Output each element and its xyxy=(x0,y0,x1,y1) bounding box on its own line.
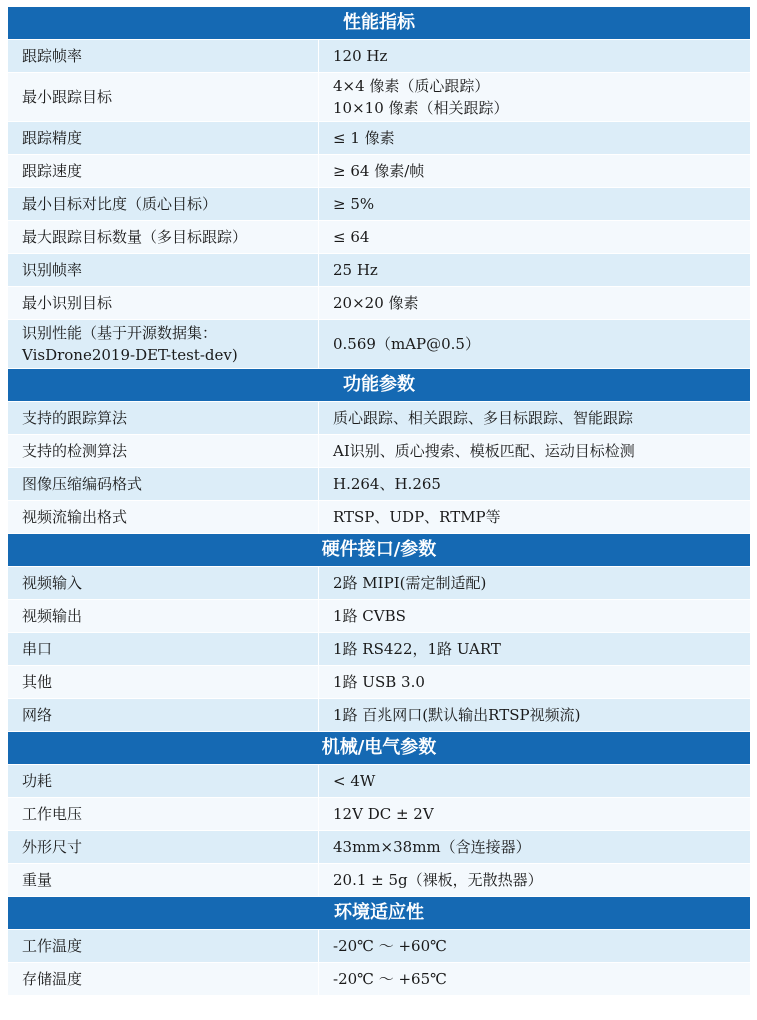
row-label xyxy=(8,567,319,600)
row-value-line: -20℃ ～ +65℃ xyxy=(333,970,447,988)
section-title: 环境适应性 xyxy=(8,897,751,930)
table-row xyxy=(8,963,751,996)
row-value xyxy=(319,831,751,864)
row-label xyxy=(8,468,319,501)
row-value-line: RTSP、UDP、RTMP等 xyxy=(333,508,501,526)
row-label xyxy=(8,221,319,254)
row-label-line: 支持的跟踪算法 xyxy=(22,409,128,427)
table-row xyxy=(8,73,751,122)
row-value xyxy=(319,963,751,996)
row-value xyxy=(319,633,751,666)
row-label-line: 最大跟踪目标数量（多目标跟踪） xyxy=(22,228,248,246)
row-label xyxy=(8,402,319,435)
row-label-line: 其他 xyxy=(22,673,53,691)
row-label xyxy=(8,798,319,831)
table-row xyxy=(8,402,751,435)
row-value xyxy=(319,864,751,897)
row-label xyxy=(8,188,319,221)
table-row xyxy=(8,501,751,534)
row-label xyxy=(8,765,319,798)
section-header xyxy=(8,897,751,930)
row-value-line: 25 Hz xyxy=(333,261,378,279)
row-value-line: ≤ 64 xyxy=(333,228,370,246)
row-value xyxy=(319,221,751,254)
row-label-line: 最小跟踪目标 xyxy=(22,88,113,106)
row-value xyxy=(319,798,751,831)
table-row xyxy=(8,633,751,666)
section-header xyxy=(8,534,751,567)
row-value xyxy=(319,666,751,699)
row-value xyxy=(319,320,751,369)
row-label-line: 支持的检测算法 xyxy=(22,442,128,460)
row-label-line: 功耗 xyxy=(22,772,53,790)
table-row xyxy=(8,435,751,468)
row-value xyxy=(319,699,751,732)
row-label-line: 重量 xyxy=(22,871,53,889)
row-label xyxy=(8,287,319,320)
row-label xyxy=(8,435,319,468)
row-value-line: < 4W xyxy=(333,772,376,790)
row-value xyxy=(319,122,751,155)
row-label-line: 工作温度 xyxy=(22,937,83,955)
row-value-line: H.264、H.265 xyxy=(333,475,441,493)
row-value-line: ≤ 1 像素 xyxy=(333,129,395,147)
row-value-line: 1路 CVBS xyxy=(333,607,406,625)
section-header xyxy=(8,369,751,402)
table-row xyxy=(8,567,751,600)
table-row xyxy=(8,864,751,897)
row-label xyxy=(8,40,319,73)
row-value xyxy=(319,402,751,435)
row-label xyxy=(8,930,319,963)
row-label-line: 工作电压 xyxy=(22,805,83,823)
section-title: 硬件接口/参数 xyxy=(8,534,751,567)
table-row xyxy=(8,155,751,188)
row-value-line: 1路 百兆网口(默认输出RTSP视频流) xyxy=(333,706,581,724)
row-value xyxy=(319,155,751,188)
row-value-line: -20℃ ～ +60℃ xyxy=(333,937,447,955)
table-row xyxy=(8,122,751,155)
row-label xyxy=(8,600,319,633)
row-label xyxy=(8,320,319,369)
row-value-line: 0.569（mAP@0.5） xyxy=(333,335,480,353)
row-value-line: 4×4 像素（质心跟踪） xyxy=(333,77,490,95)
row-value xyxy=(319,501,751,534)
row-label xyxy=(8,831,319,864)
row-value-line: 质心跟踪、相关跟踪、多目标跟踪、智能跟踪 xyxy=(333,409,634,427)
section-title: 功能参数 xyxy=(8,369,751,402)
table-row xyxy=(8,699,751,732)
row-label-line: 最小目标对比度（质心目标） xyxy=(22,195,218,213)
row-label xyxy=(8,155,319,188)
row-label-line: 跟踪速度 xyxy=(22,162,83,180)
row-label xyxy=(8,122,319,155)
section-title: 机械/电气参数 xyxy=(8,732,751,765)
row-label-line: 网络 xyxy=(22,706,53,724)
table-row xyxy=(8,320,751,369)
row-value xyxy=(319,254,751,287)
table-row xyxy=(8,254,751,287)
row-value xyxy=(319,930,751,963)
spec-table xyxy=(7,6,751,996)
row-value xyxy=(319,73,751,122)
row-label-line: 最小识别目标 xyxy=(22,294,113,312)
row-label-line: 视频输出 xyxy=(22,607,83,625)
table-row xyxy=(8,600,751,633)
row-label-line: 外形尺寸 xyxy=(22,838,83,856)
row-value xyxy=(319,188,751,221)
section-title: 性能指标 xyxy=(8,7,751,40)
row-value-line: 20×20 像素 xyxy=(333,294,419,312)
row-value-line: 1路 RS422，1路 UART xyxy=(333,640,501,658)
table-row xyxy=(8,468,751,501)
row-value-line: 1路 USB 3.0 xyxy=(333,673,425,691)
row-label-line: VisDrone2019-DET-test-dev) xyxy=(22,346,238,364)
row-label-line: 识别性能（基于开源数据集： xyxy=(22,324,218,342)
row-label-line: 识别帧率 xyxy=(22,261,83,279)
row-label-line: 跟踪帧率 xyxy=(22,47,83,65)
row-value xyxy=(319,435,751,468)
row-value-line: 2路 MIPI(需定制适配) xyxy=(333,574,487,592)
row-label-line: 图像压缩编码格式 xyxy=(22,475,143,493)
row-value xyxy=(319,468,751,501)
table-row xyxy=(8,188,751,221)
table-row xyxy=(8,930,751,963)
row-value xyxy=(319,600,751,633)
table-row xyxy=(8,287,751,320)
row-value-line: 10×10 像素（相关跟踪） xyxy=(333,99,509,117)
row-value-line: 20.1 ± 5g（裸板，无散热器） xyxy=(333,871,543,889)
row-label-line: 视频输入 xyxy=(22,574,83,592)
row-value-line: ≥ 64 像素/帧 xyxy=(333,162,425,180)
table-row xyxy=(8,221,751,254)
table-row xyxy=(8,765,751,798)
row-label xyxy=(8,864,319,897)
table-row xyxy=(8,831,751,864)
row-label-line: 存储温度 xyxy=(22,970,83,988)
row-value xyxy=(319,567,751,600)
row-label xyxy=(8,633,319,666)
row-label xyxy=(8,699,319,732)
section-header xyxy=(8,7,751,40)
table-row xyxy=(8,798,751,831)
row-label xyxy=(8,254,319,287)
row-label xyxy=(8,73,319,122)
row-label xyxy=(8,666,319,699)
row-value-line: 120 Hz xyxy=(333,47,388,65)
row-value xyxy=(319,287,751,320)
row-value xyxy=(319,40,751,73)
table-row xyxy=(8,666,751,699)
row-label xyxy=(8,963,319,996)
row-value-line: AI识别、质心搜索、模板匹配、运动目标检测 xyxy=(333,442,635,460)
row-value-line: ≥ 5% xyxy=(333,195,375,213)
row-value-line: 12V DC ± 2V xyxy=(333,805,434,823)
row-label-line: 串口 xyxy=(22,640,53,658)
row-label xyxy=(8,501,319,534)
section-header xyxy=(8,732,751,765)
row-value-line: 43mm×38mm（含连接器） xyxy=(333,838,531,856)
row-label-line: 视频流输出格式 xyxy=(22,508,128,526)
table-row xyxy=(8,40,751,73)
row-label-line: 跟踪精度 xyxy=(22,129,83,147)
row-value xyxy=(319,765,751,798)
